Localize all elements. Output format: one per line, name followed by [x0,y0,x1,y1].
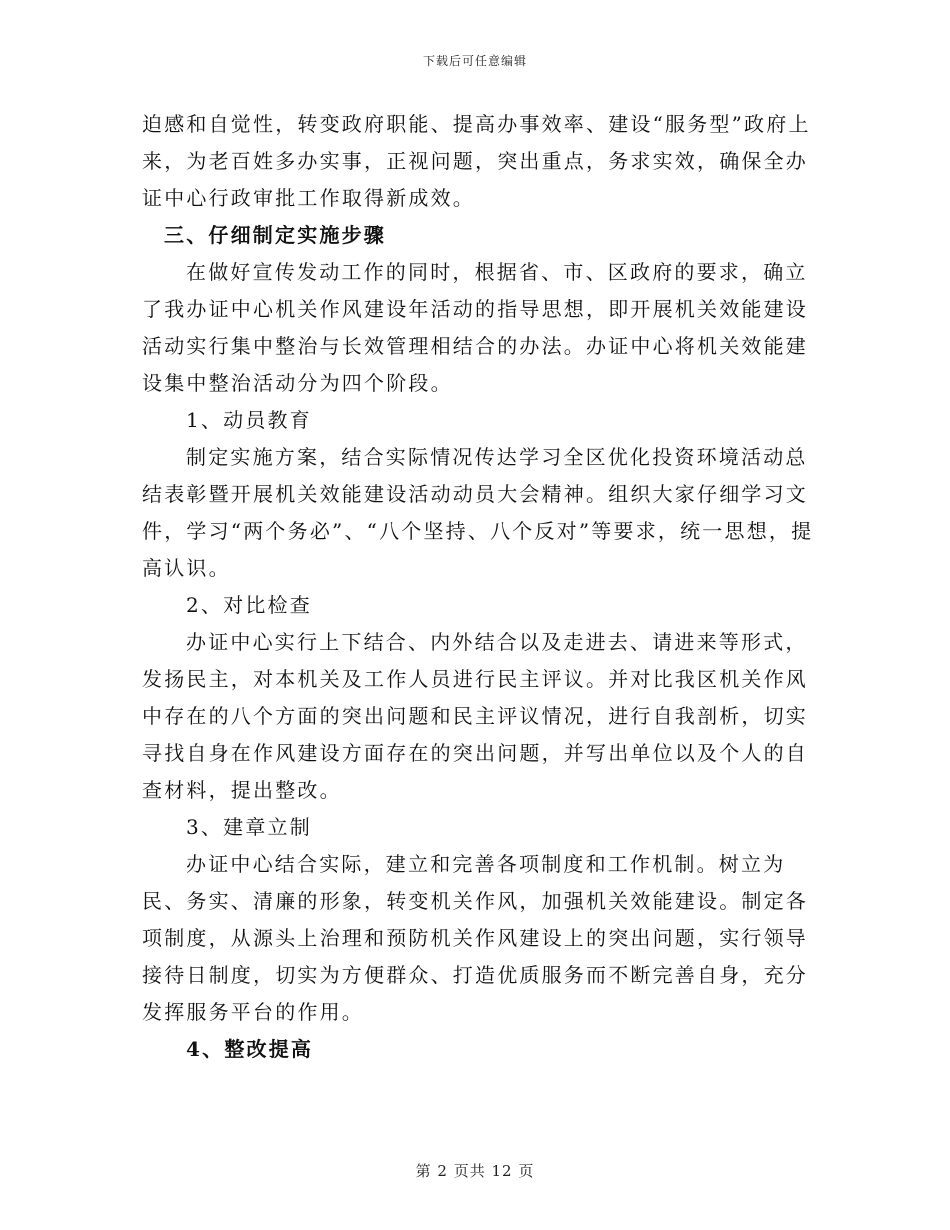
page-header-note: 下载后可任意编辑 [422,54,527,68]
paragraph-continuation: 迫感和自觉性，转变政府职能、提高办事效率、建设“服务型”政府上来，为老百姓多办实事，正视问题，突出重点，务求实效，确保全办证中心行政审批工作取得新成效。 [142,112,811,210]
step-3-title: 3、建章立制 [186,815,312,839]
step-3-text: 办证中心结合实际，建立和完善各项制度和工作机制。树立为民、务实、清廉的形象，转变机关作风，加强机关效能建设。制定各项制度，从源头上治理和预防机关作风建设上的突出问题，实行领导接待日制度，切实为方便群众、打造优质服务而不断完善自身，充分发挥服务平台的作用。 [142,852,808,1024]
step-2-title: 2、对比检查 [186,593,312,617]
page-number-footer: 第 2 页共 12 页 [415,1162,535,1180]
section-heading-3: 三、仔细制定实施步骤 [164,223,386,247]
step-2-text: 办证中心实行上下结合、内外结合以及走进去、请进来等形式，发扬民主，对本机关及工作人员进行民主评议。并对比我区机关作风中存在的八个方面的突出问题和民主评议情况，进行自我剖析，切实寻找自身在作风建设方面存在的突出问题，并写出单位以及个人的自查材料，提出整改。 [142,630,808,802]
step-1-title: 1、动员教育 [186,408,312,432]
step-1-text: 制定实施方案，结合实际情况传达学习全区优化投资环境活动总结表彰暨开展机关效能建设活动动员大会精神。组织大家仔细学习文件，学习“两个务必”、“八个坚持、八个反对”等要求，统一思想，提高认识。 [142,445,814,580]
document-body [142,106,822,1068]
paragraph-steps-intro: 在做好宣传发动工作的同时，根据省、市、区政府的要求，确立了我办证中心机关作风建设年活动的指导思想，即开展机关效能建设活动实行集中整治与长效管理相结合的办法。办证中心将机关效能建设集中整治活动分为四个阶段。 [142,260,808,395]
step-4-title: 4、整改提高 [186,1037,314,1061]
